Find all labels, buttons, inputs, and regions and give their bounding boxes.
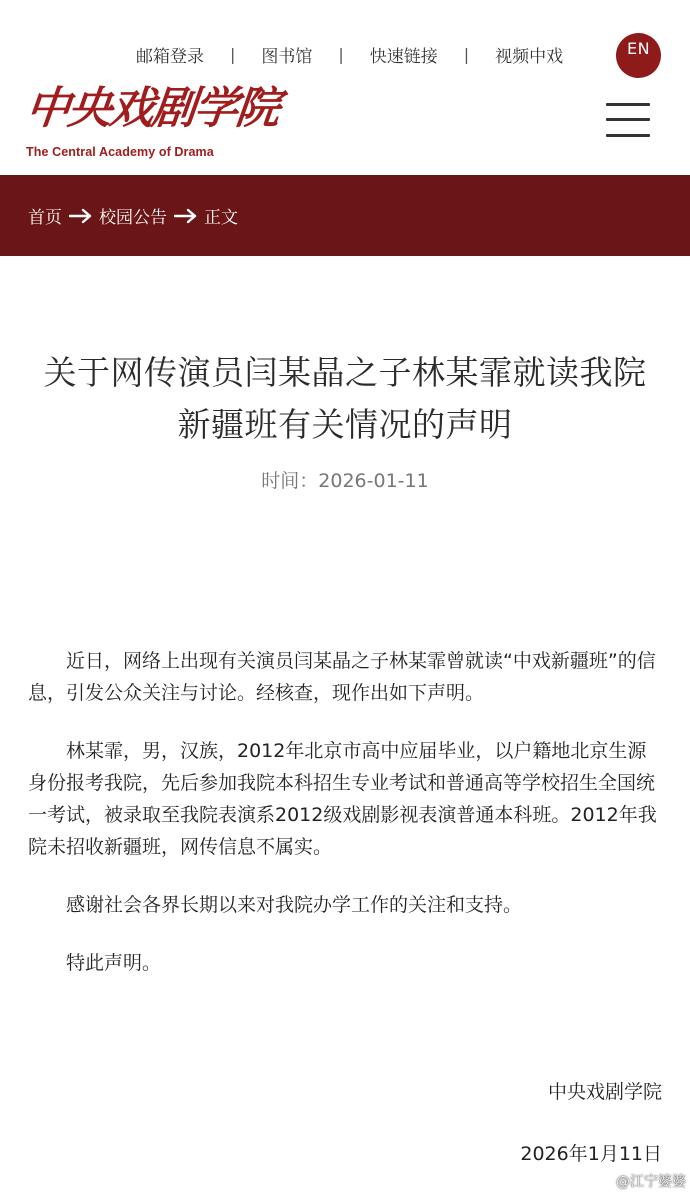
article-title: 关于网传演员闫某晶之子林某霏就读我院新疆班有关情况的声明 — [43, 353, 647, 444]
link-separator: | — [338, 44, 344, 64]
menu-line — [606, 118, 650, 121]
top-links — [136, 40, 563, 68]
hamburger-menu-icon[interactable] — [606, 103, 650, 137]
breadcrumb-current: 正文 — [204, 208, 238, 228]
article-paragraph: 林某霏，男，汉族，2012年北京市高中应届毕业，以户籍地北京生源身份报考我院，先后参加我院本科招生专业考试和普通高等学校招生全国统一考试，被录取至我院表演系2012级戏剧影视表演普通本科班。2012年我院未招收新疆班，网传信息不属实。 — [28, 740, 657, 858]
link-separator: | — [230, 44, 236, 64]
article-paragraph: 感谢社会各界长期以来对我院办学工作的关注和支持。 — [66, 894, 523, 916]
link-separator: | — [463, 44, 470, 64]
arrow-right-icon — [174, 208, 198, 224]
link-library[interactable]: 图书馆 — [261, 46, 313, 67]
logo-chinese-name: 中央戏剧学院 — [23, 83, 281, 134]
logo-english-name: The Central Academy of Drama — [26, 145, 214, 159]
menu-line — [606, 134, 650, 137]
menu-line — [606, 103, 650, 106]
article-sign-date: 2026年1月11日 — [520, 1143, 662, 1165]
link-mail-login[interactable]: 邮箱登录 — [136, 46, 204, 67]
breadcrumb-home[interactable]: 首页 — [28, 208, 62, 228]
arrow-right-icon — [69, 208, 93, 224]
breadcrumb — [0, 175, 690, 256]
link-quick-links[interactable]: 快速链接 — [369, 46, 438, 67]
article-paragraph: 近日，网络上出现有关演员闫某晶之子林某霏曾就读“中戏新疆班”的信息，引发公众关注与讨论。经核查，现作出如下声明。 — [28, 650, 656, 704]
breadcrumb-campus-notice[interactable]: 校园公告 — [99, 208, 167, 228]
site-logo[interactable] — [23, 82, 281, 164]
english-language-button[interactable]: EN — [616, 33, 661, 78]
article-signature: 中央戏剧学院 — [547, 1081, 662, 1103]
article-date: 时间：2026-01-11 — [261, 470, 429, 492]
weibo-icon — [600, 1175, 613, 1188]
article-paragraph: 特此声明。 — [66, 952, 162, 974]
watermark-text: @江宁婆婆 — [616, 1174, 686, 1190]
site-header — [0, 0, 690, 175]
weibo-watermark — [600, 1171, 686, 1191]
article-body — [28, 645, 658, 1005]
link-video[interactable]: 视频中戏 — [495, 46, 564, 67]
